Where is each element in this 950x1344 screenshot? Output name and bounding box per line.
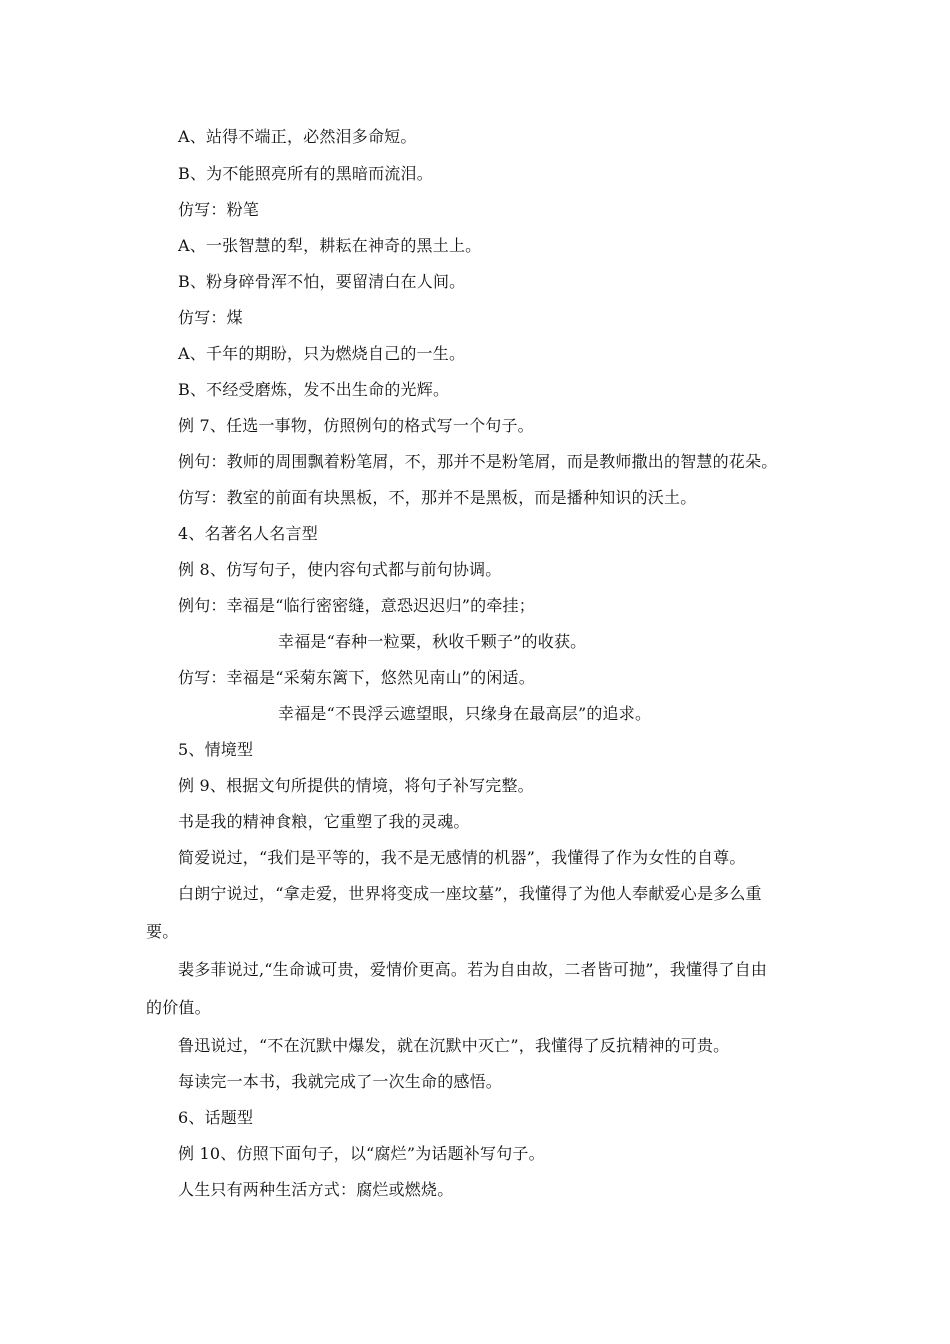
text-line: A、站得不端正，必然泪多命短。 xyxy=(178,127,417,146)
text-line: 鲁迅说过，“不在沉默中爆发，就在沉默中灭亡”，我懂得了反抗精神的可贵。 xyxy=(178,1036,730,1055)
text-line: A、千年的期盼，只为燃烧自己的一生。 xyxy=(178,344,466,363)
text-line: 要。 xyxy=(146,922,179,941)
text-line: 仿写：煤 xyxy=(178,308,243,327)
text-line: B、不经受磨炼，发不出生命的光辉。 xyxy=(178,380,450,399)
text-line: 的价值。 xyxy=(146,998,211,1017)
example-heading: 例 7、任选一事物，仿照例句的格式写一个句子。 xyxy=(178,416,534,435)
example-heading: 例 8、仿写句子，使内容句式都与前句协调。 xyxy=(178,560,502,579)
example-heading: 例 9、根据文句所提供的情境，将句子补写完整。 xyxy=(178,776,534,795)
text-line: 裴多菲说过,“生命诚可贵，爱情价更高。若为自由故，二者皆可抛”，我懂得了自由 xyxy=(178,960,768,979)
text-line: 例句：教师的周围飘着粉笔屑，不，那并不是粉笔屑，而是教师撒出的智慧的花朵。 xyxy=(178,452,778,471)
text-line: 幸福是“不畏浮云遮望眼，只缘身在最高层”的追求。 xyxy=(278,704,652,723)
section-heading: 5、情境型 xyxy=(178,740,254,759)
text-line: 书是我的精神食粮，它重塑了我的灵魂。 xyxy=(178,812,470,831)
text-line: B、为不能照亮所有的黑暗而流泪。 xyxy=(178,164,433,183)
text-line: 人生只有两种生活方式：腐烂或燃烧。 xyxy=(178,1180,454,1199)
text-line: 每读完一本书，我就完成了一次生命的感悟。 xyxy=(178,1072,503,1091)
text-line: 仿写：教室的前面有块黑板，不，那并不是黑板，而是播种知识的沃土。 xyxy=(178,488,697,507)
section-heading: 6、话题型 xyxy=(178,1108,254,1127)
text-line: 简爱说过，“我们是平等的，我不是无感情的机器”，我懂得了作为女性的自尊。 xyxy=(178,848,746,867)
text-line: 仿写：幸福是“采菊东篱下，悠然见南山”的闲适。 xyxy=(178,668,535,687)
text-line: 幸福是“春种一粒粟，秋收千颗子”的收获。 xyxy=(278,632,587,651)
example-heading: 例 10、仿照下面句子，以“腐烂”为话题补写句子。 xyxy=(178,1144,545,1163)
text-line: 白朗宁说过，“拿走爱，世界将变成一座坟墓”，我懂得了为他人奉献爱心是多么重 xyxy=(178,884,762,903)
text-line: 例句：幸福是“临行密密缝，意恐迟迟归”的牵挂； xyxy=(178,596,535,615)
section-heading: 4、名著名人名言型 xyxy=(178,524,318,543)
text-line: A、一张智慧的犁，耕耘在神奇的黑土上。 xyxy=(178,236,482,255)
text-line: B、粉身碎骨浑不怕，要留清白在人间。 xyxy=(178,272,466,291)
text-line: 仿写：粉笔 xyxy=(178,200,260,219)
